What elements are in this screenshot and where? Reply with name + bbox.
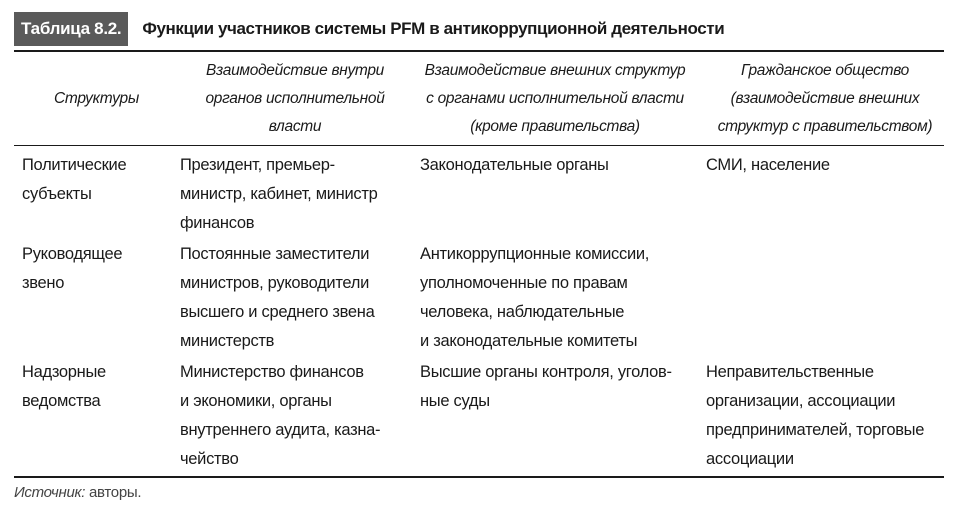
cell-row2-structure	[22, 240, 172, 298]
cell-line: министр, кабинет, министр	[180, 185, 378, 203]
source-text: авторы.	[89, 484, 142, 501]
cell-line: организации, ассоциации	[706, 392, 896, 410]
header-line: (кроме правительства)	[470, 118, 640, 135]
cell-line: внутреннего аудита, казна-	[180, 421, 381, 439]
cell-line: субъекты	[22, 185, 92, 203]
table-number-label: Таблица 8.2.	[14, 12, 128, 46]
cell-line: и законодательные комитеты	[420, 332, 638, 350]
source-label: Источник:	[14, 484, 86, 501]
cell-row2-internal	[180, 240, 410, 356]
cell-row3-external	[420, 358, 700, 416]
cell-row1-civil	[706, 151, 946, 180]
table-caption	[14, 12, 724, 46]
header-civil-society	[700, 57, 950, 141]
cell-line: Политические	[22, 156, 127, 174]
cell-line: уполномоченные по правам	[420, 274, 628, 292]
header-line: Гражданское общество	[741, 62, 909, 79]
header-line: Взаимодействие внутри	[205, 62, 384, 79]
header-line: Взаимодействие внешних структур	[424, 62, 686, 79]
cell-line: Антикоррупционные комиссии,	[420, 245, 650, 263]
cell-line: ведомства	[22, 392, 101, 410]
header-internal-interaction	[180, 57, 410, 141]
cell-line: ные суды	[420, 392, 490, 410]
cell-line: человека, наблюдательные	[420, 303, 625, 321]
cell-line: Руководящее	[22, 245, 123, 263]
cell-line: министров, руководители	[180, 274, 369, 292]
cell-line: звено	[22, 274, 65, 292]
header-line: органов исполнительной	[205, 90, 385, 107]
cell-row3-civil	[706, 358, 946, 474]
cell-line: Президент, премьер-	[180, 156, 335, 174]
header-external-interaction	[410, 57, 700, 141]
cell-line: чейство	[180, 450, 239, 468]
cell-row1-internal	[180, 151, 410, 238]
cell-line: предпринимателей, торговые	[706, 421, 925, 439]
header-line: Структуры	[54, 90, 139, 107]
cell-line: финансов	[180, 214, 255, 232]
header-line: с органами исполнительной власти	[426, 90, 684, 107]
cell-line: министерств	[180, 332, 275, 350]
cell-row1-structure	[22, 151, 172, 209]
cell-line: СМИ, население	[706, 156, 830, 174]
cell-line: Надзорные	[22, 363, 106, 381]
header-structures	[14, 85, 179, 113]
top-rule	[14, 50, 944, 52]
cell-line: Министерство финансов	[180, 363, 364, 381]
cell-line: Высшие органы контроля, уголов-	[420, 363, 672, 381]
cell-line: Постоянные заместители	[180, 245, 370, 263]
cell-row3-internal	[180, 358, 410, 474]
bottom-rule	[14, 476, 944, 478]
header-rule	[14, 145, 944, 146]
header-line: структур с правительством)	[717, 118, 933, 135]
table-title: Функции участников системы PFM в антикоррупционной деятельности	[142, 19, 725, 38]
cell-line: Законодательные органы	[420, 156, 609, 174]
cell-line: и экономики, органы	[180, 392, 332, 410]
cell-line: высшего и среднего звена	[180, 303, 375, 321]
header-line: власти	[268, 118, 322, 135]
cell-line: ассоциации	[706, 450, 794, 468]
source-note	[14, 484, 141, 501]
cell-line: Неправительственные	[706, 363, 874, 381]
cell-row3-structure	[22, 358, 172, 416]
cell-row1-external	[420, 151, 700, 180]
header-line: (взаимодействие внешних	[730, 90, 920, 107]
cell-row2-external	[420, 240, 700, 356]
